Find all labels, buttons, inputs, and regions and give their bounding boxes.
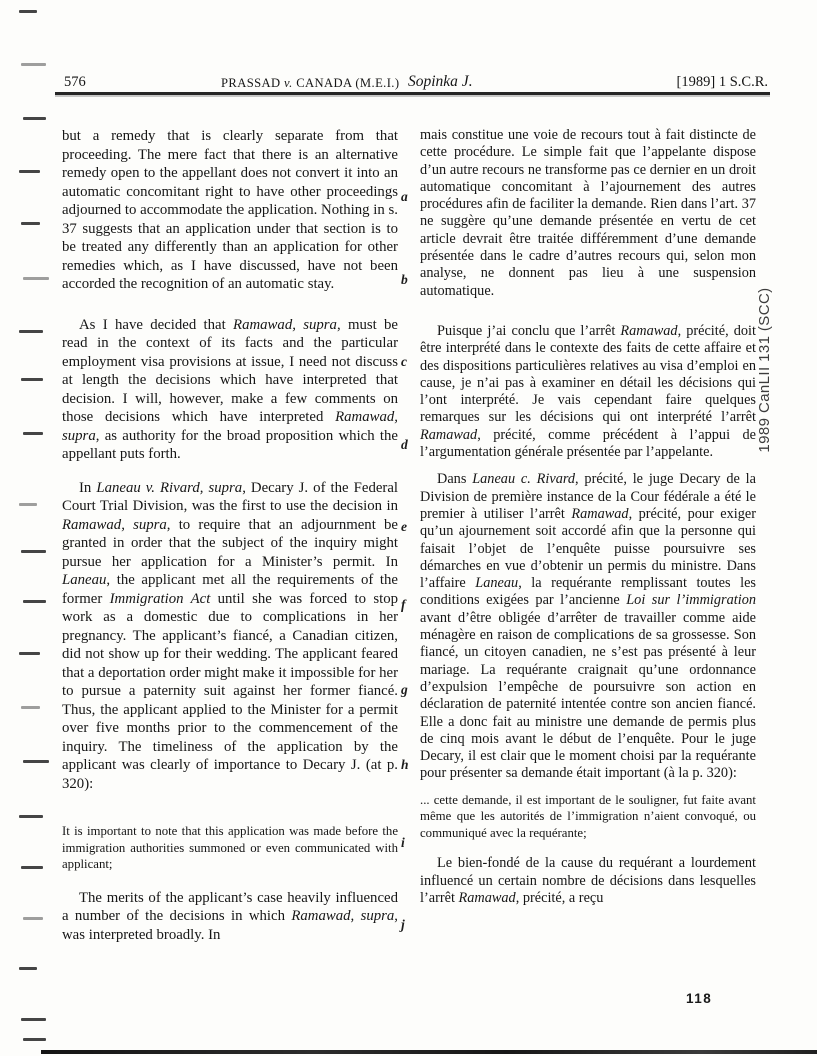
scan-mark-icon	[21, 63, 46, 66]
scan-mark-icon	[23, 1038, 46, 1041]
canlii-citation-vertical: 1989 CanLII 131 (SCC)	[756, 287, 773, 453]
scan-mark-icon	[23, 432, 43, 435]
margin-letter-f: f	[401, 597, 406, 612]
paragraph-french-2: Puisque j’ai conclu que l’arrêt Ramawad, précité, doit être interprété dans le contexte des faits de cette affaire et des dispositions particulières relatives au visa d’emploi en cause, je n’ai pas à examiner en détail les décisions qui l’ont interprété. Je vais cependant faire quelques remarques sur les décisions qui ont interprété l’arrêt Ramawad, précité, comme précédent à l’appui de l’argumentation générale présentée par l’appelante.	[420, 322, 756, 461]
margin-letter-i: i	[401, 835, 405, 850]
running-header	[0, 74, 817, 92]
paragraph-french-1: mais constitue une voie de recours tout à fait distincte de cette procédure. Le simple fait que l’appelante dispose d’un autre recours ne transforme pas ce dernier en un droit automatique concomitant à l’ajournement des autres procédures afin de faciliter la demande. Rien dans l’art. 37 ne suggère qu’une demande présentée en vertu de cet article devrait être traitée différemment d’une demande présentée dans le cadre d’autres recours qui, selon mon analyse, ne donnent pas lieu à une suspension automatique.	[420, 127, 756, 299]
scan-mark-icon	[23, 760, 49, 763]
scan-mark-icon	[19, 967, 37, 970]
reporter-citation: [1989] 1 S.C.R.	[676, 74, 768, 90]
block-quote-english: It is important to note that this application was made before the immigration authorities summoned or even communicated with applicant;	[62, 824, 398, 872]
margin-letter-c: c	[401, 354, 407, 369]
footer-page-number: 118	[686, 991, 713, 1006]
margin-letter-d: d	[401, 437, 408, 452]
margin-letter-g: g	[401, 682, 408, 697]
scan-mark-icon	[19, 10, 37, 13]
paragraph-english-1: but a remedy that is clearly separate from that proceeding. The mere fact that there is an alternative remedy open to the appellant does not convert it into an automatic concomitant right to have other proceedings adjourned to accommodate the application. Nothing in s. 37 suggests that an application under that section is to be treated any differently than an application for other remedies which, as I have discussed, have not been accorded the recognition of an automatic stay.	[62, 128, 398, 292]
scan-mark-icon	[23, 277, 49, 280]
scan-mark-icon	[19, 815, 43, 818]
header-page-number: 576	[64, 74, 86, 90]
header-rule	[55, 92, 770, 95]
scan-mark-icon	[21, 706, 40, 709]
bottom-scan-bar	[41, 1050, 817, 1054]
block-quote-french: ... cette demande, il est important de le souligner, fut faite avant même que les autorités de l’immigration n’aient convoqué, ou communiqué avec la requérante;	[420, 792, 756, 840]
margin-letter-e: e	[401, 519, 407, 534]
scan-mark-icon	[23, 917, 43, 920]
scan-mark-icon	[21, 1018, 46, 1021]
margin-letter-h: h	[401, 757, 409, 772]
scan-mark-icon	[21, 222, 40, 225]
scan-mark-icon	[21, 378, 43, 381]
scan-mark-icon	[19, 170, 40, 173]
margin-letter-j: j	[401, 917, 405, 932]
scan-mark-icon	[21, 866, 43, 869]
english-column	[62, 127, 398, 944]
paragraph-english-4: The merits of the applicant’s case heavily influenced a number of the decisions in which Ramawad, supra, was interpreted broadly. In	[62, 889, 398, 943]
scan-mark-icon	[19, 330, 43, 333]
scan-mark-icon	[23, 600, 46, 603]
margin-letter-b: b	[401, 272, 408, 287]
paragraph-french-3: Dans Laneau c. Rivard, précité, le juge Decary de la Division de première instance de la Cour fédérale a été le premier à utiliser l’arrêt Ramawad, précité, pour exiger qu’un ajournement soit accordé afin que la personne qui faisait l’objet de l’enquête puisse poursuivre ses démarches en vue d’obtenir un permis du ministre. Dans l’affaire Laneau, la requérante remplissant toutes les conditions exigées par l’ancienne Loi sur l’immigration avant d’être obligée d’arrêter de travailler comme aide ménagère en raison de complications de sa grossesse. Son fiancé, un citoyen canadien, ne s’est pas présenté à leur mariage. La requérante craignait qu’une ordonnance d’expulsion l’empêche de poursuivre son action en déclaration de paternité intentée contre son ancien fiancé. Elle a donc fait au ministre une demande de permis plus de cinq mois avant le début de l’enquête. Pour le juge Decary, il est clair que le moment choisi par la requérante pour présenter sa demande était important (à la p. 320):	[420, 471, 756, 782]
scan-mark-icon	[19, 652, 40, 655]
margin-letter-a: a	[401, 189, 408, 204]
paragraph-english-3: In Laneau v. Rivard, supra, Decary J. of the Federal Court Trial Division, was the first to use the decision in Ramawad, supra, to require that an adjournment be granted in order that the subject of the inquiry might pursue her application for a Minister’s permit. In Laneau, the applicant met all the requirements of the former Immigration Act until she was forced to stop work as a domestic due to complications in her pregnancy. The applicant’s fiancé, a Canadian citizen, did not show up for their wedding. The applicant feared that a deportation order might make it impossible for her to pursue a paternity suit against her former fiancé. Thus, the applicant applied to the Minister for a permit over five months prior to the commencement of the inquiry. The timeliness of the application by the applicant was clearly of importance to Decary J. (at p. 320):	[62, 479, 399, 792]
scan-mark-icon	[19, 503, 37, 506]
case-title: PRASSAD v. CANADA (M.E.I.)	[221, 76, 400, 90]
scan-mark-icon	[23, 117, 46, 120]
french-column	[420, 127, 756, 907]
scan-mark-icon	[21, 550, 46, 553]
paragraph-french-4: Le bien-fondé de la cause du requérant a lourdement influencé un certain nombre de décisions dans lesquelles l’arrêt Ramawad, précité, a reçu	[420, 855, 756, 907]
judge-name: Sopinka J.	[408, 73, 473, 90]
paragraph-english-2: As I have decided that Ramawad, supra, must be read in the context of its facts and the particular employment visa provisions at issue, I need not discuss at length the decisions which have interpreted that decision. I will, however, make a few comments on those decisions which have interpreted Ramawad, supra, as authority for the broad proposition which the appellant puts forth.	[62, 316, 398, 462]
